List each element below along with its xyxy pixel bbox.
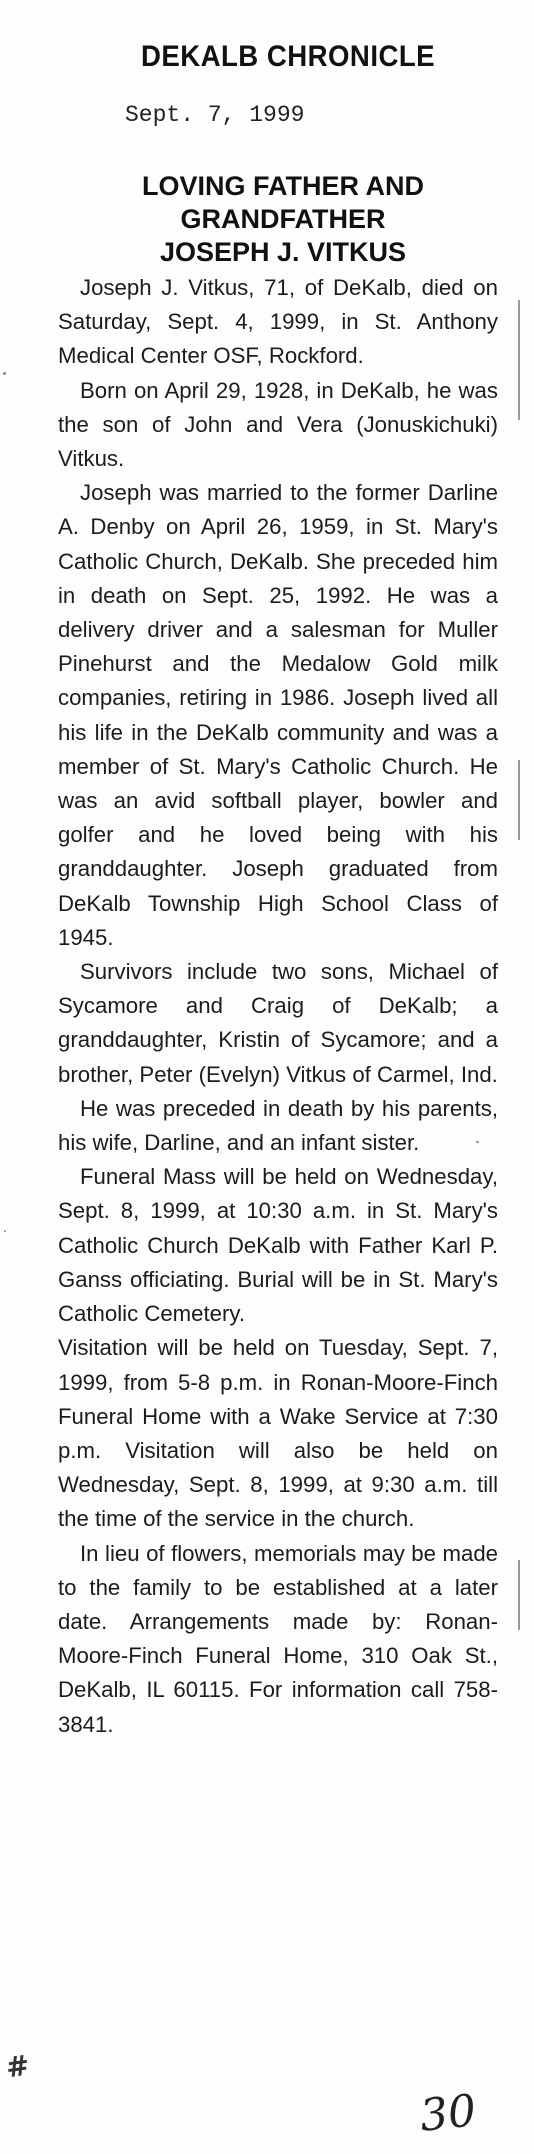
newspaper-masthead: DEKALB CHRONICLE <box>140 40 436 73</box>
headline-line: JOSEPH J. VITKUS <box>159 237 407 267</box>
obituary-body <box>58 271 498 1742</box>
scan-edge-mark <box>518 300 520 420</box>
scan-speck <box>3 372 6 375</box>
headline-line: GRANDFATHER <box>180 204 386 234</box>
paragraph-memorials: In lieu of flowers, memorials may be made to the family to be established at a later date. Arrangements made by: Ronan-Moore-Finch Funeral Home, 310 Oak St., DeKalb, IL 60115. For information call 758-3841. <box>58 1540 498 1737</box>
obituary-headline <box>68 170 498 269</box>
handwritten-number: 30 <box>417 2085 479 2142</box>
paragraph-birth: Born on April 29, 1928, in DeKalb, he was the son of John and Vera (Jonuskichuki) Vitkus. <box>58 377 498 472</box>
hash-mark: # <box>3 2048 32 2085</box>
paragraph-preceded: He was preceded in death by his parents, his wife, Darline, and an infant sister. <box>58 1095 498 1156</box>
paragraph-survivors: Survivors include two sons, Michael of Sycamore and Craig of DeKalb; a granddaughter, Kristin of Sycamore; and a brother, Peter (Evelyn) Vitkus of Carmel, Ind. <box>58 959 498 1087</box>
paragraph-funeral-mass: Funeral Mass will be held on Wednesday, Sept. 8, 1999, at 10:30 a.m. in St. Mary's Catholic Church DeKalb with Father Karl P. Ganss officiating. Burial will be in St. Mary's Catholic Cemetery. <box>58 1164 498 1327</box>
publication-date: Sept. 7, 1999 <box>125 102 305 128</box>
scan-speck <box>4 1230 6 1232</box>
paragraph-visitation: Visitation will be held on Tuesday, Sept. 7, 1999, from 5-8 p.m. in Ronan-Moore-Finch Funeral Home with a Wake Service at 7:30 p.m. Visitation will also be held on Wednesday, Sept. 8, 1999, at 9:30 a.m. till the time of the service in the church. <box>58 1335 498 1532</box>
scan-edge-mark <box>518 760 520 840</box>
obituary-clipping <box>58 20 498 1742</box>
scan-edge-mark <box>518 1560 520 1630</box>
paragraph-death-notice: Joseph J. Vitkus, 71, of DeKalb, died on Saturday, Sept. 4, 1999, in St. Anthony Medical Center OSF, Rockford. <box>58 275 498 369</box>
paragraph-life: Joseph was married to the former Darline A. Denby on April 26, 1959, in St. Mary's Catholic Church, DeKalb. She preceded him in death on Sept. 25, 1992. He was a delivery driver and a salesman for Muller Pinehurst and the Medalow Gold milk companies, retiring in 1986. Joseph lived all his life in the DeKalb community and was a member of St. Mary's Catholic Church. He was an avid softball player, bowler and golfer and he loved being with his granddaughter. Joseph graduated from DeKalb Township High School Class of 1945. <box>58 480 498 950</box>
headline-line: LOVING FATHER AND <box>142 171 424 201</box>
